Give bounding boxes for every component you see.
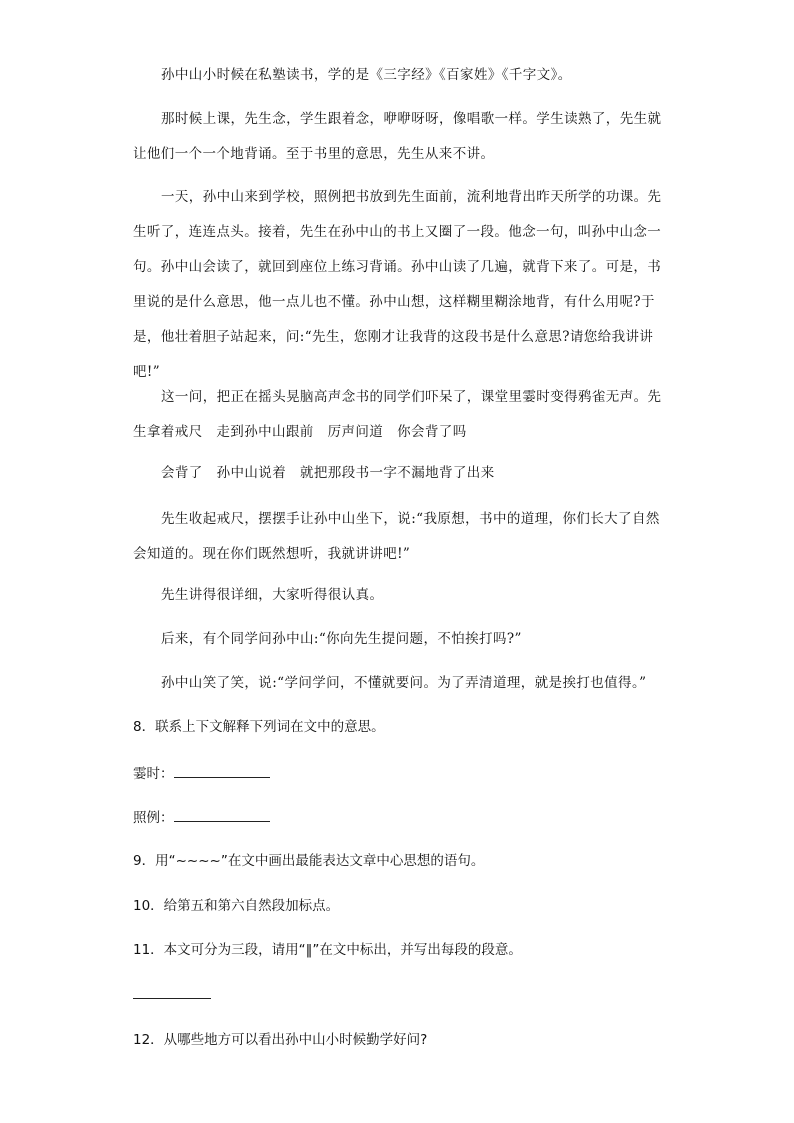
question-8: 8．联系上下文解释下列词在文中的意思。 (133, 719, 385, 735)
question-11: 11．本文可分为三段，请用“‖”在文中标出，并写出每段的段意。 (133, 942, 522, 958)
answer-blank-8b[interactable] (174, 807, 270, 822)
question-12: 12．从哪些地方可以看出孙中山小时候勤学好问? (133, 1032, 428, 1048)
question-9: 9．用“~~~~”在文中画出最能表达文章中心思想的语句。 (133, 853, 485, 869)
answer-line-11[interactable] (133, 998, 211, 999)
passage-paragraph-1: 孙中山小时候在私塾读书，学的是《三字经》《百家姓》《千字文》。 (161, 67, 572, 83)
question-8b-label: 照例： (133, 810, 174, 826)
question-8a (133, 763, 693, 784)
passage-paragraph-8: 后来，有个同学问孙中山:“你向先生提问题，不怕挨打吗?” (161, 631, 522, 647)
passage-paragraph-7: 先生讲得很详细，大家听得很认真。 (161, 587, 384, 603)
answer-blank-8a[interactable] (174, 763, 270, 778)
passage-paragraph-3: 一天，孙中山来到学校，照例把书放到先生面前，流利地背出昨天所学的功课。先生听了，连连点头。接着，先生在孙中山的书上又圈了一段。他念一句，叫孙中山念一句。孙中山会读了，就回到座位上练习背诵。孙中山读了几遍，就背下来了。可是，书里说的是什么意思，他一点儿也不懂。孙中山想，这样糊里糊涂地背，有什么用呢?于是，他壮着胆子站起来，问:“先生，您刚才让我背的这段书是什么意思?请您给我讲讲吧!” (133, 189, 662, 380)
passage-paragraph-9: 孙中山笑了笑，说:“学问学问，不懂就要问。为了弄清道理，就是挨打也值得。” (161, 675, 647, 691)
passage-paragraph-5: 会背了 孙中山说着 就把那段书一字不漏地背了出来 (161, 465, 495, 481)
question-10: 10．给第五和第六自然段加标点。 (133, 898, 340, 914)
question-8b (133, 807, 693, 828)
passage-paragraph-4: 这一问，把正在摇头晃脑高声念书的同学们吓呆了，课堂里霎时变得鸦雀无声。先生拿着戒尺 走到孙中山跟前 厉声问道 你会背了吗 (133, 389, 662, 440)
passage-paragraph-2: 那时候上课，先生念，学生跟着念，咿咿呀呀，像唱歌一样。学生读熟了，先生就让他们一个一个地背诵。至于书里的意思，先生从来不讲。 (133, 111, 662, 162)
passage-paragraph-6: 先生收起戒尺，摆摆手让孙中山坐下，说:“我原想，书中的道理，你们长大了自然会知道的。现在你们既然想听，我就讲讲吧!” (133, 511, 660, 562)
question-8a-label: 霎时： (133, 766, 174, 782)
